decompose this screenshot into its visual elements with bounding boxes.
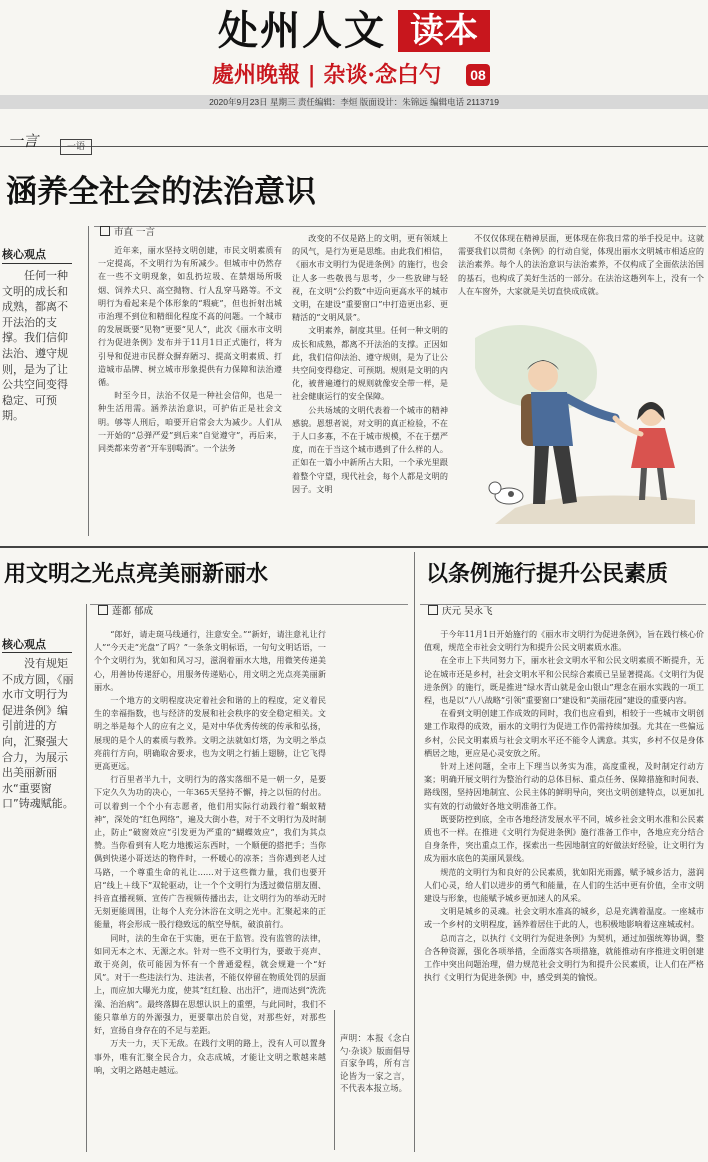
father-head	[528, 361, 558, 391]
byline-square-icon	[100, 226, 110, 236]
article2-body	[94, 628, 326, 1148]
paragraph: 总而言之，以执行《文明行为促进条例》为契机，通过加强统筹协调，整合各种资源，强化各项举措，全面落实各项措施，就能推动有序推进文明创建工作中突出问题治理，借力规范社会文明行为和提升公民素质，让人们在严格执行《文明行为促进条例》中，感受到美的愉悦。	[424, 932, 704, 983]
side-rule	[2, 263, 72, 264]
paragraph: 于今年11月1日开始施行的《丽水市文明行为促进条例》，旨在践行核心价值观，规范全市社会文明行为和提升公民文明素质水准。	[424, 629, 704, 653]
article2-byline	[98, 605, 153, 619]
column-divider	[86, 604, 87, 1152]
paragraph: 不仅仅体现在精神层面，更体现在你我日常的举手投足中。这就需要我们以贯彻《条例》的行动自觉，体现出丽水文明城市相适应的法治素养。每个人的法治意识与法治素养，不仅构成了全面依法治国的基石，也构成了美好生活的一部分。在法治这趟列车上，没有一个人在车窗外，大家就是关切直快成成就。	[458, 233, 704, 296]
section-rule	[0, 546, 708, 548]
article1-author-rule	[94, 226, 706, 227]
dateline: 2020年9月23日 星期三 责任编辑：李烜 版面设计：朱锦远 编辑电话 2113719	[0, 95, 708, 109]
editorial-statement: 声明：本报《念白勺·杂谈》版面倡导百家争鸣，所有言论皆为一家之言，不代表本报立场。	[340, 1033, 410, 1094]
article1-author: 市直 一言	[114, 227, 156, 238]
note-divider	[334, 1010, 335, 1150]
side-rule	[2, 652, 72, 653]
article1-side-text: 任何一种文明的成长和成熟，都离不开法治的支撑。我们信仰法治、遵守规则，是为了让公共空间变得稳定、可预期。	[2, 269, 68, 423]
paragraph: 行百里者半九十，文明行为的落实落细不是一朝一夕，是要下定久久为功的决心，一年365天坚持不懈，持之以恒的付出。可以着到一个个小有志愿者，他们用实际行动践行着“蜗蚁精神”，深处的“红色网络”，遍及大街小巷，对于不文明行为及时制止，防止“破窗效应”引发更为严重的“蝴蝶效应”，我们为其点赞。当你看到有人吃力地搬运东西时，一个顺便的搭把手；当你偶到快递小哥送达的物件时，一杯暖心的凉茶；当你遇到老人过马路，一个尊重生命的礼让……对于这些微力量，我们也要开启“线上＋线下”双轮驱动，让一个个文明行为透过微信朋友圈、抖音直播视频、宣传广告视频传播出去，让文明行为的举动无时无刻更能周围，让每个人充分沐浴在文明之光中。汇聚起来的正能量，将会形成一股行稳致远的航空导航，破浪前行。	[94, 774, 326, 930]
article1-byline	[100, 226, 155, 240]
article1-column-3	[458, 232, 704, 320]
paragraph: 在全市上下共同努力下，丽水社会文明水平和公民文明素质不断提升，无论在城市还是乡村，社会文明水平和公民综合素质已呈显著提高。《文明行为促进条例》的施行，既是推进“绿水青山就是金山银山”理念在丽水实践的一项工程，也是以“八八战略”引领“重要窗口”建设和“美丽花园”建设的重要内容。	[424, 655, 704, 706]
byline-square-icon	[98, 605, 108, 615]
article3-body	[424, 628, 704, 1152]
dog-spot	[508, 491, 514, 497]
paragraph: 同时，法的生命在于实施，更在于监管。没有监管的法律，如同无本之木、无源之水。针对一些不文明行为，要敢于亮声、敢于亮剑，依可能因为怀有一个普通爱程，就会规避一个“好风”。对于一些违法行为、违法者，不能仅停留在物质处罚的层面上，而应加大曝光力度，使其“红红脸、出出汗”，进而达到“洗洗澡、治治病”。最终落脚在思想认识上的重塑，与此同时，我们不能只靠单方的外源强力，更要靠出於自觉，对那些好，对那些好，宣扬自身存在的不足与差距。	[94, 932, 326, 1036]
paragraph: 改变的不仅是路上的文明，更有领域上的风气，是行为更是思维。由此我们相信，《丽水市文明行为促进条例》的施行，也会让人多一些敬畏与思考，少一些放肆与轻视，在文明“公约数”中迈向更高水平的城市文明，在建设“重要窗口”中打造更出彩、更精活的“文明风景”。	[292, 233, 448, 323]
column-divider	[88, 226, 89, 536]
paragraph: 万夫一力，天下无敌。在践行文明的路上，没有人可以置身事外，唯有汇聚全民合力，众志成城，才能让文明之歌越来越响，文明之路越走越远。	[94, 1038, 326, 1075]
paragraph: 在看到文明创建工作成效的同时，我们也应看到，相较于一些城市文明创建工作取得的成效，丽水的文明行为促进工作仍需持续加强。尤其在一些偏远乡村，公民文明素质与社会文明水平还不能令人满意。其实，乡村不仅是身体栖居之地，更应是心灵安放之所。	[424, 708, 704, 758]
paragraph: 规范的文明行为和良好的公民素质，犹如阳光雨露，赋予城乡活力，滋润人们心灵，给人们以进步的勇气和能量，在人们的生活中更有价值，全市文明建设与形象，也能赋予城乡更加迷人的风采。	[424, 866, 704, 904]
masthead-subtitle: 處州晚報 | 杂谈·念白勺	[212, 62, 441, 88]
article2-title: 用文明之光点亮美丽新丽水	[4, 562, 269, 587]
paragraph: 文明素养，制度其里。任何一种文明的成长和成熟，都离不开法治的支撑。正因如此，我们信仰法治、遵守规则，是为了让公共空间变得稳定、可预期。规则是文明的内化，被普遍遵行的规则就像安全带一样，是社会健康运行的安全保障。	[292, 325, 448, 402]
article3-author: 庆元 吴永飞	[442, 606, 493, 617]
masthead-title-right: 读本	[398, 10, 490, 52]
masthead-title-left: 处州人文	[218, 7, 386, 54]
article1-column-2	[292, 232, 448, 540]
article1-side-heading: 核心观点	[2, 248, 46, 261]
article1-title: 涵养全社会的法治意识	[6, 174, 316, 210]
article-divider	[414, 552, 415, 1152]
article2-side-heading: 核心观点	[2, 638, 46, 651]
paragraph: 近年来，丽水坚持文明创建，市民文明素质有一定提高，不文明行为有所减少。但城市中仍然存在一些不文明现象，如乱扔垃圾、在禁烟场所吸烟、饲养犬只、高空抛物、行人乱穿马路等。不文明行为看起来是个体形象的“瑕疵”，但也折射出城市治理不到位和精细化程度不高的问题。一个城市的发展既要“见物”更要“见人”，此次《丽水市文明行为促进条例》发布并于11月1日正式施行，将为引导和促进市民群众摒弃陋习、提高文明素质、打造城市品牌、树立城市形象提供有力保障和法治遵循。	[98, 245, 282, 388]
paragraph: 既要防控到底，全市各地经济发展水平不同，城乡社会文明水准和公民素质也不一样。在推进《文明行为促进条例》施行准备工作中，各地应充分结合自身条件，突出重点工作，探索出一些因地制宜的好做法好经验，让文明行为成为丽水底色的美丽风景线。	[424, 813, 704, 864]
paragraph: 公共场域的文明代表着一个城市的精神感貌。恩想者说，对文明的真正检验，不在于人口多寡，不在于城市规模，不在于摆严度，而在于当这个城市遇到了什么样的人。正如在一篇小中新所占大阳，一个承光里跟着整个守望，现代社会，每个人都是文明的因子。文明	[292, 404, 448, 494]
page-number-badge: 08	[466, 64, 490, 86]
paragraph: 一个地方的文明程度决定着社会和谐的上的程度，定义着民生的幸福指数，也与经济的发展和社会秩序的安全稳定相关。文明之举是每个人的应有之义，是对中华优秀传统的传承和弘扬，展现的是个人的素质与教养。文明之法就如灯塔，为文明之举点亮前行方向，明确取舍要求，也为文明之行插上翅膀，让它飞得更高更远。	[94, 695, 326, 772]
paragraph: 时至今日，法治不仅是一种社会信仰，也是一种生活用需。涵养法治意识，可护佑正是社会文明。够等人刑后，咱要开启常会大为减少。人们从一开始的“总弹严爱”到后来“自觉遵守”，再后来，同类都来劳者“开车别喝酒”。一个法务	[98, 390, 282, 454]
byline-square-icon	[428, 605, 438, 615]
article2-author: 莲都 郁成	[112, 606, 154, 617]
column-tag-yiyan: 一言	[8, 132, 39, 150]
article3-byline	[428, 605, 493, 619]
illustration-father-daughter	[455, 318, 705, 524]
article3-title: 以条例施行提升公民素质	[426, 562, 669, 587]
article1-column-1	[98, 244, 282, 540]
section-rule	[0, 146, 708, 147]
column-tag-yiyu: 一语	[60, 139, 92, 155]
article2-side-text: 没有规矩不成方圆，《丽水市文明行为促进条例》编引前进的方向，汇聚强大合力，为展示出美丽新丽水“重要窗口”铸魂赋能。	[2, 657, 74, 811]
masthead	[218, 8, 490, 54]
paragraph: “郎好，请走斑马线通行，注意安全。”“新好，请注意礼让行人”“今天走“光盘”了吗？”一条条文明标语，一句句文明话语，一个个文明行为，犹如和风习习，滋润着丽水大地，用微笑传递美心，用善协传递舒心，用服务传递贴心，用文明之光点亮美丽新丽水。	[94, 629, 326, 692]
paragraph: 针对上述问题，全市上下理当以务实为准，高度重视，及时制定行动方案；明确开展文明行为整治行动的总体目标、重点任务、保障措施和时间表、路线图，坚持因地制宜、公民主体的鲜明导向，突出文明创建特点，以更加扎实有效的行动做好各地文明准备工作。	[424, 761, 704, 811]
dog-head	[489, 482, 501, 494]
paragraph: 文明是城乡的灵魂。社会文明水准高的城乡，总是充满着温度。一座城市或一个乡村的文明程度，涵养着居住于此的人，也积极地影响着这座城或村。	[424, 906, 704, 930]
